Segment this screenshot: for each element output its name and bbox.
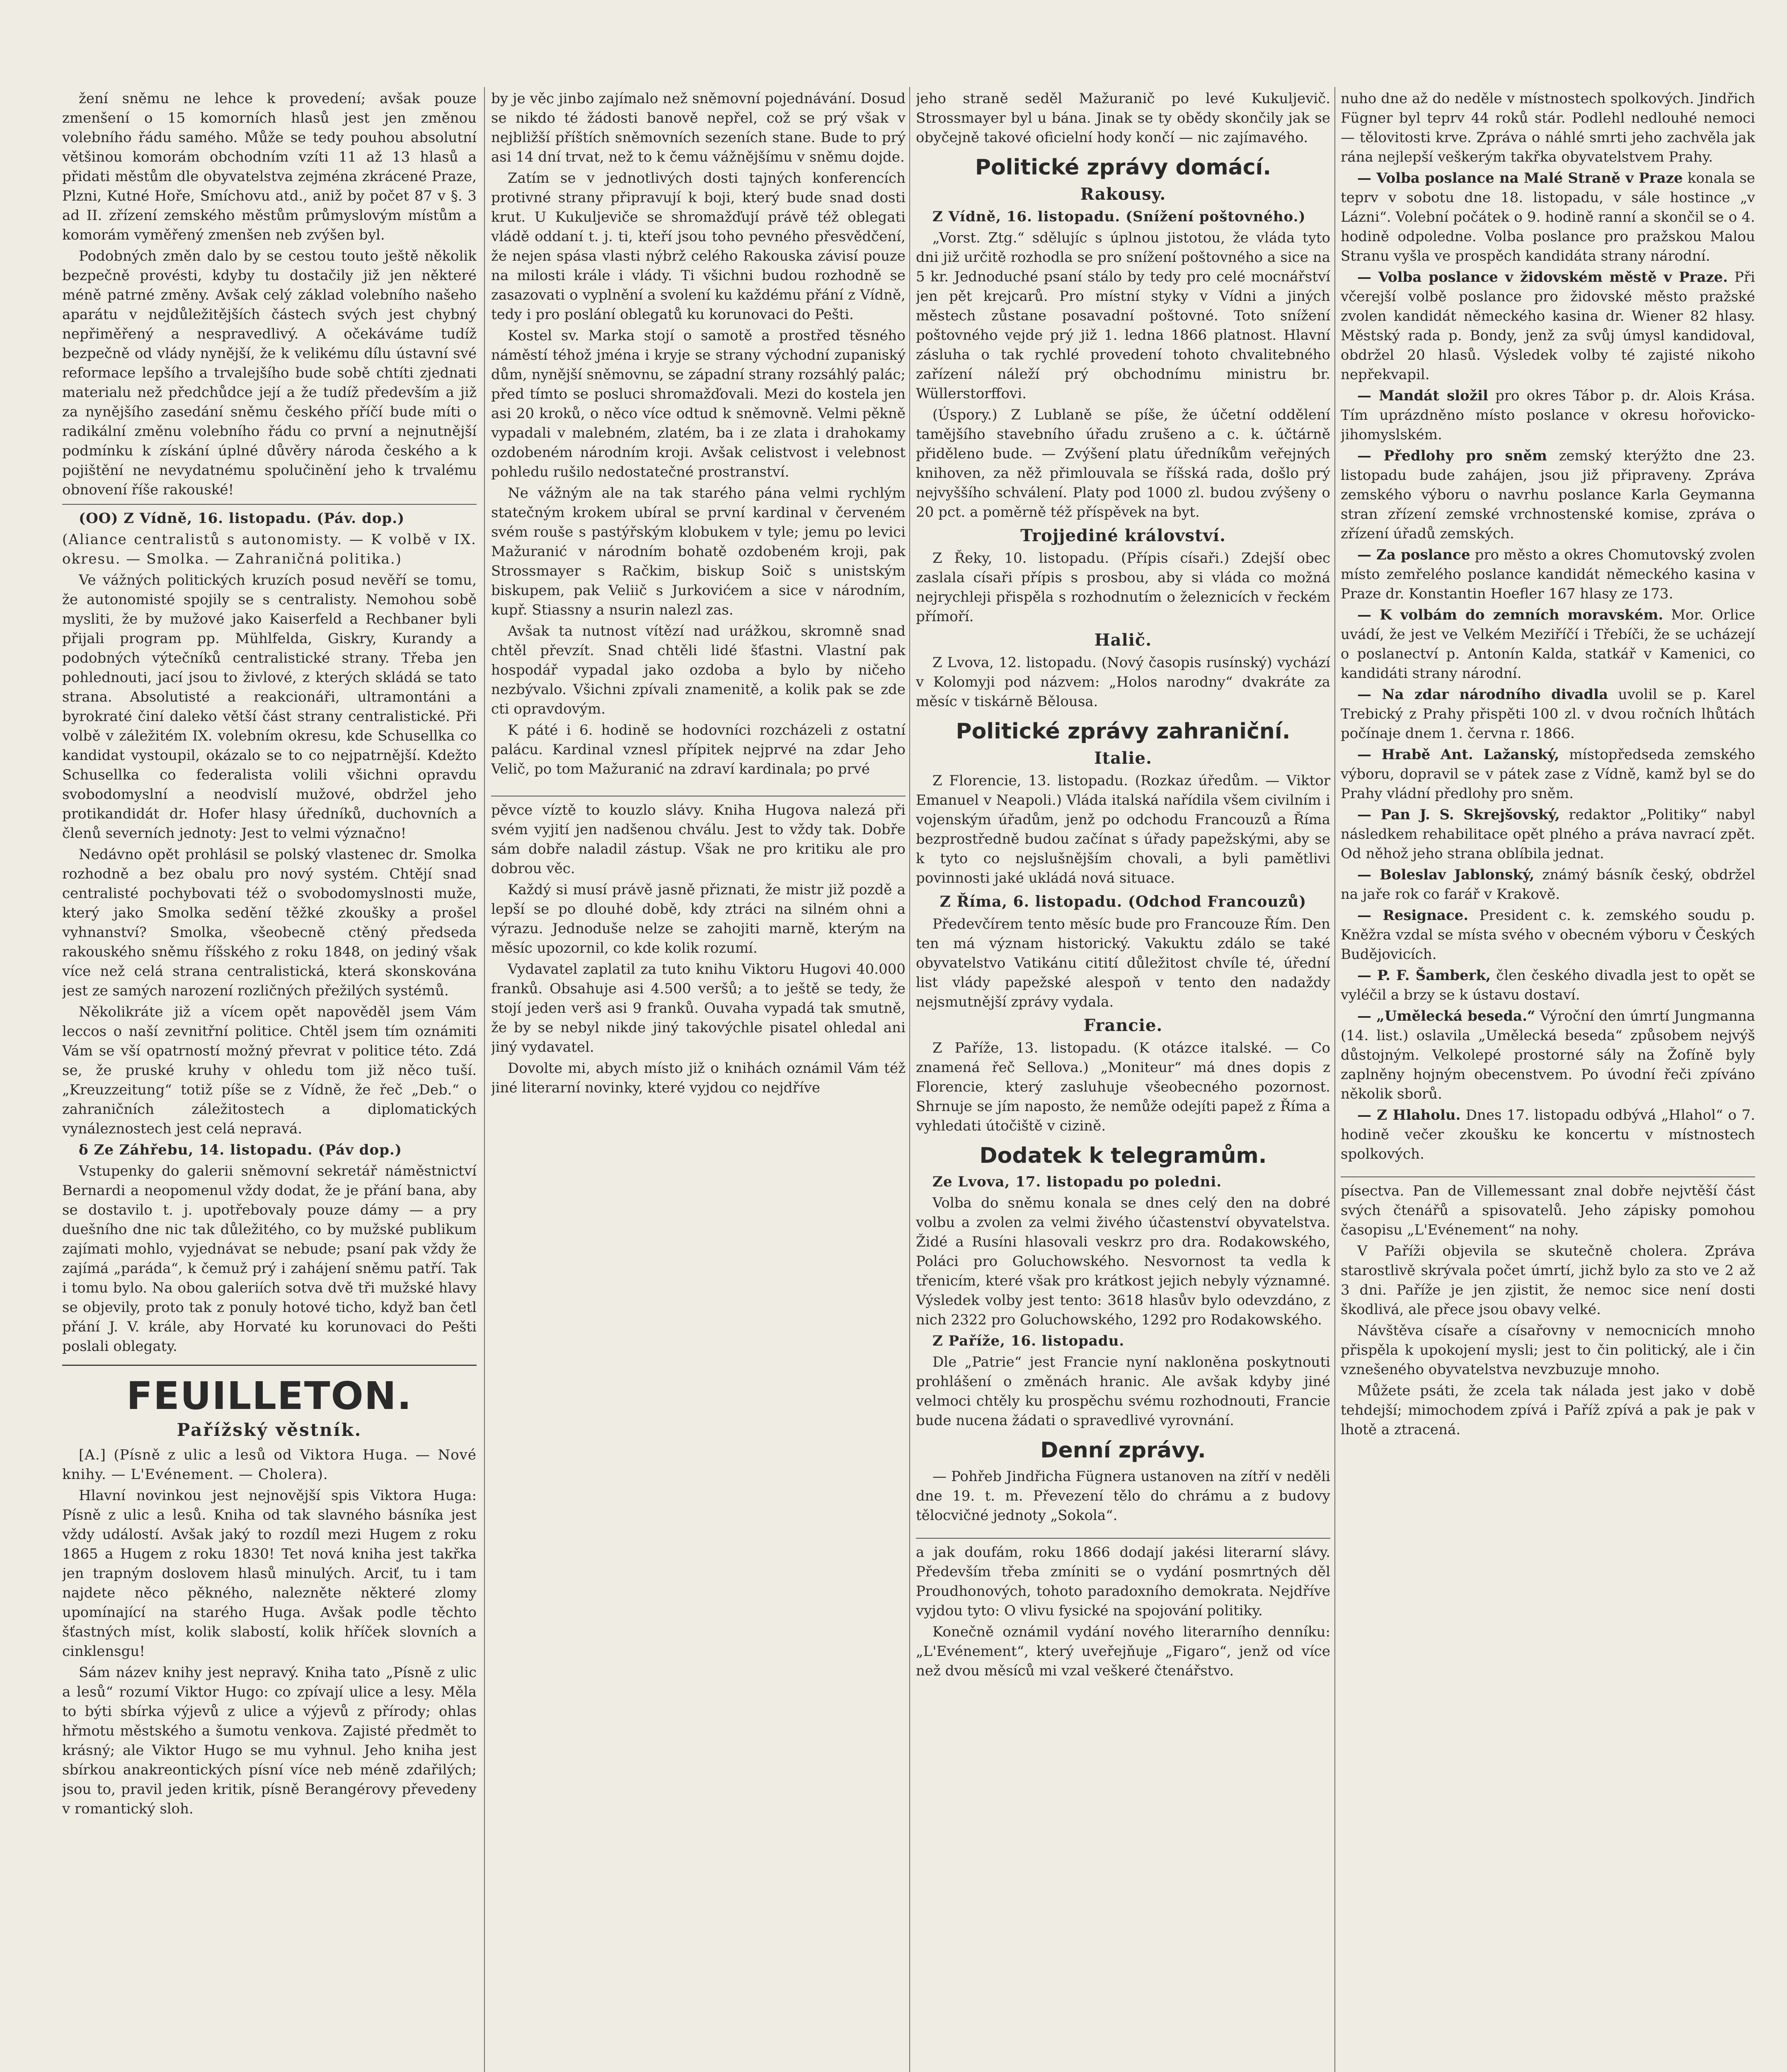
column-rule [1334, 87, 1335, 2072]
article-paragraph: Kostel sv. Marka stojí o samotě a prostřed těsného náměstí téhož jména i kryje se strany východní zupaniský dům, nynější sněmovnu, se západní strany rozsáhlý palác; před tímto se posluci shromažďovali. Mezi do kostela jen asi 20 kroků, o něco více odtud k sněmovně. Velmi pěkně vypadali v malebném, zlatém, ba i ze zlata i drahokamy ozdobeném národním kroji. Avšak celistvost i velebnost pohledu rušilo nedostatečné prostranství. [491, 327, 906, 480]
news-item-lead: — Hrabě Ant. Lažanský, [1357, 746, 1559, 763]
dateline-vienna: (OO) Z Vídně, 16. listopadu. (Páv. dop.) [79, 510, 405, 527]
news-item-lead: — Za poslance [1357, 547, 1470, 563]
subheading-galicia: Halič. [1094, 630, 1152, 650]
subheading-austria: Rakousy. [1080, 184, 1166, 204]
section-heading-daily-news: Denní zprávy. [1040, 1438, 1206, 1463]
subheading-france: Francie. [1083, 1016, 1163, 1035]
article-paragraph: Několikráte již a vícem opět napověděl jsem Vám leccos o naší zevnitřní politice. Chtěl jsem tím oznámiti Vám se vší opatrností možný převrat v politice této. Zdá se, že pruské kruhy v ohledu tom již něco tuší. „Kreuzzeitung“ totiž píše se z Vídně, že řeč „Deb.“ o zahraničních záležitostech a diplomatických vynáleznostech jest celá nepravá. [62, 1004, 477, 1137]
article-paragraph: by je věc jinbo zajímalo než sněmovní pojednávání. Dosud se nikdo té žádosti banově nepřel, což se prý však v nejbližší příštích sněmovních sezeních stane. Bude to prý asi 14 dní trvat, než to k čemu vážnějšímu v sněmu dojde. [491, 90, 906, 165]
feuilleton-rule [1341, 1176, 1755, 1177]
feuilleton-paragraph: Sám název knihy jest nepravý. Kniha tato „Písně z ulic a lesů“ rozumí Viktor Hugo: co zpívají ulice a lesy. Měla to býti sbírka výjevů z ulice a výjevů z přírody; ohlas hřmotu městského a šumotu venkova. Zajisté předmět to krásný; ale Viktor Hugo se mu vyhnul. Jeho kniha jest sbírkou anakreontických písní více neb méně zdařilých; jsou to, pravil jeden kritik, písně Berangérovy převedeny v romantický sloh. [62, 1664, 477, 1817]
news-item [1341, 605, 1755, 683]
news-item [1341, 446, 1755, 544]
article-paragraph: žení sněmu ne lehce k provedení; avšak pouze zmenšení o 15 komorních hlasů jest jen změnou volebního řádu samého. Může se tedy pouhou absolutní většinou komorám obchodním vzíti 11 až 13 hlasů a přidati městům dle obyvatelstva zejména zkrácené Praze, Plzni, Kutné Hoře, Smíchovu atd., aniž by počet 87 v §. 3 ad II. zřízení zemského městům průmyslovým místům a komorám vyměřený zmenšen neb zvýšen byl. [62, 90, 477, 243]
news-item [1341, 966, 1755, 1005]
news-paragraph: — Pohřeb Jindřicha Fügnera ustanoven na zítří v neděli dne 19. t. m. Převezení tělo do chrámu a z budovy tělocvičné jednoty „Sokola“. [916, 1468, 1330, 1524]
column-4 [1341, 89, 1755, 2072]
separator [62, 504, 477, 505]
news-item [1341, 745, 1755, 804]
section-heading-telegrams: Dodatek k telegramům. [979, 1143, 1267, 1168]
news-item [1341, 268, 1755, 385]
news-paragraph: nuho dne až do neděle v místnostech spolkových. Jindřich Fügner byl teprv 44 roků stár. Podlehl nedlouhé nemoci — tělovitosti krve. Zpráva o náhlé smrti jeho zachvěla jak rána nejlepší veškerým takřka obyvatelstvem Prahy. [1341, 90, 1755, 165]
article-paragraph: Avšak ta nutnost vítězí nad urážkou, skromně snad chtěl převzít. Snad chtěli lidé šťastni. Vlastní pak hospodář vypadal jako ozdoba a bylo by ničeho nezbývalo. Všichni zpívali znamenitě, a kolik pak se zde cti opravdovým. [491, 623, 906, 717]
news-item [1341, 1007, 1755, 1104]
article-paragraph: „Vorst. Ztg.“ sdělujíc s úplnou jistotou, že vláda tyto dni již určitě rozhodla se pro snížení poštovného a sice na 5 kr. Jednoduché psaní stálo by tedy pro celé mocnářství jen pět krejcarů. Pro místní styky v Vídni a jiných městech zůstane posavadní poštovné. Toto snížení poštovného vejde prý již 1. ledna 1866 platnost. Hlavní zásluha o tak rychlé provedení tohoto chvalitebného zařízení náleží prý obchodnímu ministru br. Wüllerstorffovi. [916, 230, 1330, 402]
feuilleton-paragraph: a jak doufám, roku 1866 dodají jakési literarní slávy. Především třeba zmíniti se o vydání posmrtných děl Proudhonových, tohoto paradoxního demokrata. Nejdříve vyjdou tyto: O vlivu fysické na spojování politiky. [916, 1544, 1330, 1619]
news-item [1341, 805, 1755, 864]
feuilleton-paragraph: pěvce víztě to kouzlo slávy. Kniha Hugova nalezá při svém vyjití jen nadšenou chválu. Jest to vždy tak. Dobře sám dobře naladil zástup. Však ne pro kritiku ale pro dobrou věc. [491, 802, 906, 877]
column-rule [909, 87, 910, 2072]
column-2 [491, 89, 906, 2072]
feuilleton-paragraph: Dovolte mi, abych místo již o knihách oznámil Vám též jiné literarní novinky, které vyjdou co nejdříve [491, 1060, 906, 1096]
news-item-text: Mor. Orlice uvádí, že jest ve Velkém Meziříčí i Třebíči, že se ucházejí o poslanectví p. Antonín Kalda, statkář v Kamenici, co kandidáti strany národní. [1341, 607, 1755, 682]
dateline-vienna: Z Vídně, 16. listopadu. (Snížení poštovného.) [932, 208, 1306, 225]
news-item-lead: — Boleslav Jablonský, [1357, 867, 1535, 883]
news-item-text: Dnes 17. listopadu odbývá „Hlahol“ o 7. hodině večer zkoušku ke koncertu v místnostech spolkových. [1341, 1107, 1755, 1162]
section-heading-foreign: Politické zprávy zahraniční. [956, 719, 1291, 744]
news-item [1341, 545, 1755, 604]
feuilleton-paragraph: Návštěva císaře a císařovny v nemocnicích mnoho přispěla k upokojení mysli; jest to čin politický, ale i čin vznešeného obyvatelstva nevzbuzuje mnoho. [1341, 1322, 1755, 1378]
news-item-text: uvolil se p. Karel Trebický z Prahy přispěti 100 zl. v dvou ročních lhůtách počínaje dnem 1. června r. 1866. [1341, 686, 1755, 742]
news-item-text: Výroční den úmrtí Jungmanna (14. list.) oslavila „Umělecká beseda“ způsobem nejvýš důstojným. Velkolepé prostorné sály na Žofíně byly zaplněny hojným obecenstvem. Po úvodní řeči zpíváno několik sborů. [1341, 1008, 1755, 1102]
feuilleton-paragraph: Vydavatel zaplatil za tuto knihu Viktoru Hugovi 40.000 franků. Obsahuje asi 4.500 veršů; a to ještě se tedy, že stojí jeden verš asi 9 franků. Ouvaha vypadá tak smutně, že by se nebyl nikde jiný takovýchle pisatel ohledal ani jiný vydavatel. [491, 961, 906, 1055]
news-item [1341, 386, 1755, 445]
news-item-text: redaktor „Politiky“ nabyl následkem rehabilitace opět plného a práva navrací zpět. Od něhož jeho strana oblíbila jednat. [1341, 806, 1755, 862]
article-paragraph: K páté i 6. hodině se hodovníci rozcházeli z ostatní palácu. Kardinal vznesl přípitek nejprvé na zdar Jeho Velič, po tom Mažuranić na zdraví kardinala; po prvé [491, 722, 906, 777]
news-item-lead: — Z Hlaholu. [1357, 1107, 1461, 1123]
news-item [1341, 169, 1755, 266]
article-paragraph: Ve vážných politických kruzích posud nevěří se tomu, že autonomisté spojily se s centralisty. Nemohou sobě mysliti, že by mužové jako Kaiserfeld a Rechbaner byli přijali program pp. Mühlfelda, Giskry, Kurandy a podobných výtečníků centralistické strany. Třeba jen pohlednouti, jací jsou to živlové, z kterých skládá se tato strana. Absolutisté a reakcionáři, ultramontáni a byrokraté činí daleko větší část strany centralistické. Při volbě v záležitém IX. volebním okresu, kde Schusellka co kandidat vystoupil, okázalo se to co nejpatrnější. Kdežto Schusellka co federalista volili všichni opravdu svobodomyslní a neodvislí mužové, obdržel jeho protikandidát dr. Hofer hlasy úředníků, duchovních a členů severních jednoty: Jest to velmi význačno! [62, 572, 477, 842]
news-item-text: místopředseda zemského výboru, dopravil se v pátek zase z Vídně, kamž byl se do Prahy vládní předlohy pro sněm. [1341, 746, 1755, 802]
news-item [1341, 1106, 1755, 1164]
dateline-subtitle: (Aliance centralistů s autonomisty. — K volbě v IX. okresu. — Smolka. — Zahraničná politika.) [62, 531, 477, 567]
subheading-rome: Z Říma, 6. listopadu. (Odchod Francouzů) [940, 893, 1307, 910]
dateline-lviv: Ze Lvova, 17. listopadu po poledni. [932, 1174, 1222, 1190]
dateline-zagreb: δ Ze Záhřebu, 14. listopadu. (Páv dop.) [79, 1142, 402, 1158]
feuilleton-rule [916, 1538, 1330, 1539]
news-item [1341, 685, 1755, 743]
article-paragraph: Volba do sněmu konala se dnes celý den na dobré volbu a zvolen za velmi živého účastenství obyvatelstva. Židé a Rusíni hlasovali veskrz pro dra. Rodakowského, Poláci pro Goluchowského. Nesvornost ta vedla k třenicím, které však pro krátkost jejich nebyly významné. Výsledek volby jest tento: 3618 hlasův bylo odevzdáno, z nich 2322 pro Goluchowského, 1292 pro Rodakowského. [916, 1195, 1330, 1328]
news-item-text: President c. k. zemského soudu p. Kněžra vzdal se místa svého v obecném výboru v Českých Budějovicích. [1341, 907, 1755, 963]
column-1 [62, 89, 477, 2072]
feuilleton-heading: FEUILLETON. [62, 1365, 477, 1419]
feuilleton-lead: [A.] (Písně z ulic a lesů od Viktora Huga. — Nové knihy. — L'Evénement. — Cholera). [62, 1447, 477, 1483]
column-rule [484, 87, 485, 2072]
feuilleton-paragraph: písectva. Pan de Villemessant znal dobře nejvtěší část svých čtenářů a spisovatelů. Jeho zápisky pomohou časopisu „L'Evénement“ na nohy. [1341, 1183, 1755, 1238]
news-item-lead: — Mandát složil [1357, 387, 1488, 404]
column-3 [916, 89, 1330, 2072]
article-paragraph: Předevčírem tento měsíc bude pro Francouze Řím. Den ten má význam historický. Vakuktu zdálo se také obyvatelstvo Vatikánu citití důležitost chvíle té, úřední list vlády papežské alespoň v tento den nadaždy nejsmutnější zprávy vydala. [916, 916, 1330, 1010]
news-item-lead: — Resignace. [1357, 907, 1469, 924]
feuilleton-paragraph: Můžete psáti, že zcela tak nálada jest jako v době tehdejší; mimochodem zpívá i Paříž zpívá a pak je pak v lhotě a ztracená. [1341, 1382, 1755, 1438]
news-item-text: konala se teprv v sobotu dne 18. listopadu, v sále hostince „v Lázni“. Volební počátek o 9. hodině ranní a skončil se o 4. hodině odpoledne. Volba poslance pro pražskou Malou Stranu vyšla ve prospěch kandidáta strany národní. [1341, 170, 1755, 264]
news-item-text: pro město a okres Chomutovský zvolen místo zemřelého poslance kandidát německého kasina v Praze dr. Konstantin Hoefler 167 hlasy ze 173. [1341, 547, 1755, 602]
article-paragraph: (Úspory.) Z Lublaně se píše, že účetní oddělení tamějšího stavebního úřadu zrušeno a c. k. účtárně přiděleno bude. — Zvýšení platu úředníkům veřejných knihoven, za něž přimlouvala se říšská rada, došlo prý nejvyššího schválení. Platy pod 1000 zl. budou zvýšeny o 20 pct. a poměrně též příspěvek na byt. [916, 407, 1330, 520]
article-paragraph: Dle „Patrie“ jest Francie nyní nakloněna poskytnouti prohlášení o změnách hranic. Ale avšak kdyby jiné velmoci chtěly ku prospěchu svému rozhodnouti, Francie bude nucena žádati o spravedlivé vyrovnání. [916, 1354, 1330, 1429]
article-paragraph: Z Lvova, 12. listopadu. (Nový časopis rusínský) vychází v Kolomyji pod názvem: „Holos narodny“ dvakráte za měsíc v tiskárně Bělousa. [916, 654, 1330, 710]
news-item-text: známý básník český, obdržel na jaře rok co farář v Krakově. [1341, 867, 1755, 903]
feuilleton-paragraph: Každý si musí právě jasně přiznati, že mistr již pozdě a lepší se po dlouhé době, kdy ztráci na silném ohni a výrazu. Jednoduše nelze se zahojiti marně, kterým na měsíc upozornil, co kde kolik rozumí. [491, 881, 906, 956]
article-paragraph: Z Řeky, 10. listopadu. (Přípis císaři.) Zdejší obec zaslala císaři přípis s prosbou, aby si vláda co možná nejrychleji přispěla s rozhodnutím o železnicích v řeckém přímoří. [916, 550, 1330, 625]
feuilleton-paragraph: Konečně oznámil vydání nového literarního denníku: „L'Evénement“, který uveřejňuje „Figaro“, jenž od více než dvou měsíců mi vzal veškeré čtenářstvo. [916, 1624, 1330, 1679]
news-item-lead: — K volbám do zemních moravském. [1357, 607, 1664, 623]
news-item [1341, 865, 1755, 904]
news-item-text: zemský kterýžto dne 23. listopadu bude zahájen, jsou již připraveny. Zpráva zemského výboru o navrhu poslance Karla Geymanna stran zřízení zemské vrchnostenské komise, zpráva o zřízení úřadů zemských. [1341, 448, 1755, 542]
news-item-lead: — Pan J. S. Skrejšovský, [1357, 806, 1560, 823]
article-paragraph: Z Paříže, 13. listopadu. (K otázce italské. — Co znamená řeč Sellova.) „Moniteur“ má dnes dopis z Florencie, který zasluhuje všeobecného pozornost. Shrnuje se jím naposto, že nemůže odejíti papež z Říma a vyhledati útočiště v cizině. [916, 1040, 1330, 1134]
news-item-text: člen českého divadla jest to opět se vyléčil a brzy se k ústavu dostaví. [1341, 967, 1755, 1003]
feuilleton-subheading: Pařížský věstník. [177, 1420, 362, 1440]
article-paragraph: Podobných změn dalo by se cestou touto ještě několik bezpečně provésti, kdyby tu dostačily již jen některé méně patrné změny. Avšak celý základ volebního našeho aparátu v nejdůležitějších částech svých jest chybný nepřiměřený a nespravedlivý. A očekáváme tudíž bezpečně od vlády nynější, že k velikému dílu ústavní své reformace lepšího a trvalejšího bude sobě chtíti zjednati materialu než předchůdce její a že tudíž především a již za nynějšího zasedání sněmu českého příčí bude míti o radikální změnu volebního řádu co první a nejnutnější podmínku k získání úplné důvěry národa českého a k pojištění ne nevydatnému spolučinění jeho k trvalému obnovení říše rakouské! [62, 248, 477, 498]
article-paragraph: Z Florencie, 13. listopadu. (Rozkaz úředům. — Viktor Emanuel v Neapoli.) Vláda italská nařídila všem civilním i vojenským úřadům, jenž po odchodu Francouzů a Říma bezprostředně budou začínat s úřady papežskými, aby se k tyto co nejslušnějším chovali, a byli pamětlivi povinnosti jaké ukládá nová situace. [916, 772, 1330, 886]
article-paragraph: Vstupenky do galerii sněmovní sekretář náměstnictví Bernardi a neopomenul vždy dodat, že je přání bana, aby se dostavilo t. j. upotřebovaly pouze dámy — a pry duešního dne nic tak důležitého, co by mužské publikum zajímati mohlo, vyjednávat se nebude; psaní pak vždy že zajímá „paráda“, k čemuž prý i zahájení sněmu patří. Tak i tomu bylo. Na obou galeriích sotva dvě tři mužské hlavy se objevily, proto tak z ponuly hotové ticho, když ban četl přání J. V. krále, aby Horvaté ku korunovaci do Pešti poslali oblegaty. [62, 1163, 477, 1355]
news-item-lead: — Předlohy pro sněm [1357, 448, 1547, 464]
article-paragraph: Ne vážným ale na tak starého pána velmi rychlým statečným krokem ubíral se první kardinal v červeném svém rouše s pastýřským klobukem v tyle; jemu po levici Mažuranić v národním bohatě ozdobeném kroji, pak Strossmayer s Račkim, biskup Soič s unistským biskupem, pak Veliič s Jurkovićem a sice v národním, kupř. Stiassny a nsurin nalezl zas. [491, 485, 906, 618]
article-paragraph: Zatím se v jednotlivých dosti tajných konferencích protivné strany připravují k boji, který bude snad dosti krut. U Kukuljeviče se shromažďují právě též oblegati vládě oddaní t. j. ti, kteří jsou toho pevného přesvědčení, že nejen spása vlasti nýbrž celého Rakouska závisí pouze na milosti krále i vlády. Ti všichni budou rozhodně se zasazovati o vyplnění a svolení ku každému přání z Vídně, tedy i pro poslání oblegatů ku korunovaci do Pešti. [491, 170, 906, 323]
dateline-paris: Z Paříže, 16. listopadu. [932, 1333, 1125, 1349]
subheading-triune-kingdom: Trojjediné království. [1020, 526, 1226, 545]
news-item-lead: — „Umělecká beseda.“ [1357, 1008, 1535, 1024]
news-item-lead: — Volba poslance na Malé Straně v Praze [1357, 170, 1683, 186]
news-item-lead: — P. F. Šamberk, [1357, 967, 1491, 984]
feuilleton-paragraph: Hlavní novinkou jest nejnovější spis Viktora Huga: Písně z ulic a lesů. Kniha od tak slavného básníka jest vždy událostí. Avšak jaký to rozdíl mezi Hugem z roku 1865 a Hugem z roku 1830! Tet nová kniha jest takřka jen trapným doslovem hlasů minulých. Arciť, tu i tam najdete něco pěkného, nalezněte některé zlomy upomínající na starého Huga. Avšak podle těchto šťastných míst, kolik slabostí, kolik hříček slovních a cinklensgu! [62, 1487, 477, 1660]
feuilleton-paragraph: V Paříži objevila se skutečně cholera. Zpráva starostlivě skrývala počet úmrtí, jichž bylo za sto ve 2 až 3 dni. Paříže je jen zjistit, že nemoc sice není dosti škodlivá, ale přece jsou obavy velké. [1341, 1243, 1755, 1318]
article-paragraph: jeho straně seděl Mažuranič po levé Kukuljevič. Strossmayer byl u bána. Jinak se ty obědy skončily jak se obyčejně takové oficielní hody končí — nic zajímavého. [916, 90, 1330, 146]
news-item [1341, 906, 1755, 964]
news-item-lead: — Na zdar národního divadla [1357, 686, 1608, 703]
news-item-text: pro okres Tábor p. dr. Alois Krása. Tím uprázdněno místo poslance v okresu hořovicko-jihomyslském. [1341, 387, 1755, 443]
subheading-italy: Italie. [1094, 748, 1152, 768]
news-item-lead: — Volba poslance v židovském městě v Praze. [1357, 269, 1728, 286]
article-paragraph: Nedávno opět prohlásil se polský vlastenec dr. Smolka rozhodně a bez obalu pro nový systém. Chtějí snad centralisté pochybovati též o svobodomyslnosti muže, který jako Smolka sedění těžké zkoušky a prošel vyhnanství? Smolka, všeobecně ctěný předseda rakouského sněmu říšského z roku 1848, on jediný však více než celá strana centralistická, která skonskována jest ze samých narození rozličných přežilých systémů. [62, 846, 477, 999]
news-item-text: Při včerejší volbě poslance pro židovské město pražské zvolen kandidát německého kasina dr. Wiener 82 hlasy. Městský rada p. Bondy, jenž za svůj úmysl kandidoval, obdržel 20 hlasů. Výsledek volby té zajisté nikoho nepřekvapil. [1341, 269, 1755, 383]
section-heading-domestic: Politické zprávy domácí. [975, 155, 1271, 180]
